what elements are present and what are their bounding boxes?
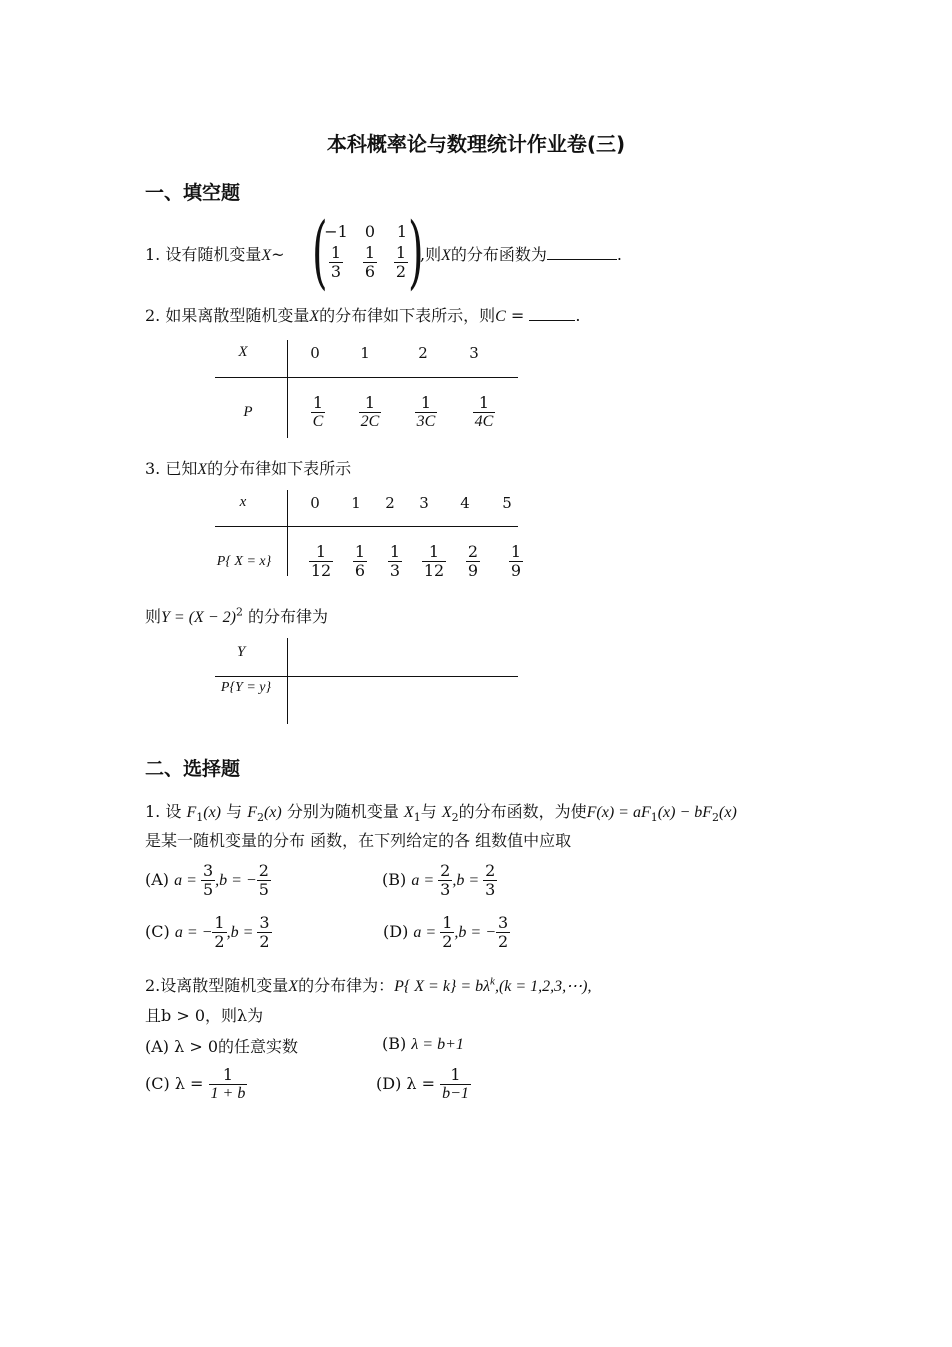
q1-matrix-frac: $\frac{1}{2}$ xyxy=(395,243,407,281)
q2-prob: $\frac{1}{4C}$ xyxy=(474,393,494,430)
c1-line2: 是某一随机变量的分布 函数，在下列给定的各 组数值中应取 xyxy=(145,831,572,850)
q3-y-table-vline xyxy=(287,638,288,724)
c1-option-b[interactable]: (B) a = $\frac{2}{3}$ ,b = $\frac{2}{3}$ xyxy=(382,861,496,899)
q1-matrix-cell: 0 xyxy=(364,222,376,241)
q1-matrix-frac: $\frac{1}{3}$ xyxy=(330,243,342,281)
q2-value: 0 xyxy=(310,344,320,362)
q3-prob: $\frac{1}{9}$ xyxy=(510,542,522,580)
q3-prob-label: P{ X = x} xyxy=(216,554,272,569)
q3-value: 4 xyxy=(460,494,470,512)
q3-prob: $\frac{1}{3}$ xyxy=(389,542,401,580)
q3-value: 0 xyxy=(310,494,320,512)
q1-answer-blank[interactable] xyxy=(547,259,617,260)
c2-option-a[interactable]: (A) λ > 0的任意实数 xyxy=(145,1037,299,1056)
q2-value: 2 xyxy=(418,344,428,362)
q3-y-label: Y xyxy=(236,644,246,660)
q1-var: X xyxy=(261,247,272,264)
q3-value: 2 xyxy=(385,494,395,512)
q3-prob: $\frac{1}{12}$ xyxy=(310,542,332,580)
q1-matrix-cell: −1 xyxy=(324,222,348,241)
c1-line1: 1. 设 $F_1(x)$ 与 $F_2(x)$ 分别为随机变量 $X_1$与 $X_2$的分布函数，为使$F(x) = aF_1(x) - bF_2(x)$ xyxy=(145,802,737,825)
q3-prob: $\frac{2}{9}$ xyxy=(467,542,479,580)
q3-table-vline xyxy=(287,490,288,576)
q3-table-hline xyxy=(215,526,518,527)
q2-text: 2. 如果离散型随机变量X的分布律如下表所示，则C = . xyxy=(145,306,581,325)
q3-text: 3. 已知X的分布律如下表所示 xyxy=(145,459,352,478)
q2-table-vline xyxy=(287,340,288,438)
page-title: 本科概率论与数理统计作业卷(三) xyxy=(326,132,626,156)
q1-suffix: ,则X的分布函数为 . xyxy=(420,245,622,264)
q1-matrix-cell: 1 xyxy=(396,222,408,241)
q3-value: 3 xyxy=(419,494,429,512)
q2-table-hline xyxy=(215,377,518,378)
c1-option-a[interactable]: (A) a = $\frac{3}{5}$ ,b = − $\frac{2}{5}$ xyxy=(145,861,269,899)
section-fill-heading: 一、填空题 xyxy=(145,182,241,204)
q3-value: 5 xyxy=(502,494,512,512)
c1-option-d[interactable]: (D) a = $\frac{1}{2}$ ,b = − $\frac{3}{2}$ xyxy=(383,913,509,951)
c2-line1: 2.设离散型随机变量X的分布律为：P{ $X = k\} = b\lambda^k,(k$ = 1,2,3,⋯), xyxy=(145,975,592,995)
section-choice-heading: 二、选择题 xyxy=(145,758,241,780)
c2-option-c[interactable]: (C) λ = $\frac{1}{1 + b}$ xyxy=(145,1065,246,1102)
q1-left-paren: ( xyxy=(312,205,328,298)
q2-prob-label: P xyxy=(243,404,253,420)
q2-prob: $\frac{1}{3C}$ xyxy=(416,393,436,430)
q2-header-label: X xyxy=(238,344,248,360)
q3-prob: $\frac{1}{12}$ xyxy=(423,542,445,580)
c2-line2: 且b > 0，则λ为 xyxy=(145,1006,264,1025)
q2-value: 1 xyxy=(360,344,370,362)
q2-prob: $\frac{1}{2C}$ xyxy=(360,393,380,430)
q2-prob: $\frac{1}{C}$ xyxy=(312,393,324,430)
q3-header-label: x xyxy=(239,494,247,510)
c2-option-b[interactable]: (B) λ = b+1 xyxy=(382,1034,464,1053)
q2-value: 3 xyxy=(469,344,479,362)
q2-answer-blank[interactable] xyxy=(529,320,575,321)
q3-value: 1 xyxy=(351,494,361,512)
q3-y-table-hline xyxy=(215,676,518,677)
q1-right-paren: ) xyxy=(408,205,424,298)
q3-y-prob-label: P{Y = y} xyxy=(220,680,272,695)
q1-prefix: 1. 设有随机变量X~ xyxy=(145,245,285,264)
c2-option-d[interactable]: (D) λ = $\frac{1}{b-1}$ xyxy=(376,1065,469,1102)
c1-option-c[interactable]: (C) a = − $\frac{1}{2}$ ,b = $\frac{3}{2}$ xyxy=(145,913,270,951)
q3-then: 则$Y = (X - 2)^2$ 的分布律为 xyxy=(145,605,329,626)
q3-prob: $\frac{1}{6}$ xyxy=(354,542,366,580)
q1-matrix-frac: $\frac{1}{6}$ xyxy=(364,243,376,281)
